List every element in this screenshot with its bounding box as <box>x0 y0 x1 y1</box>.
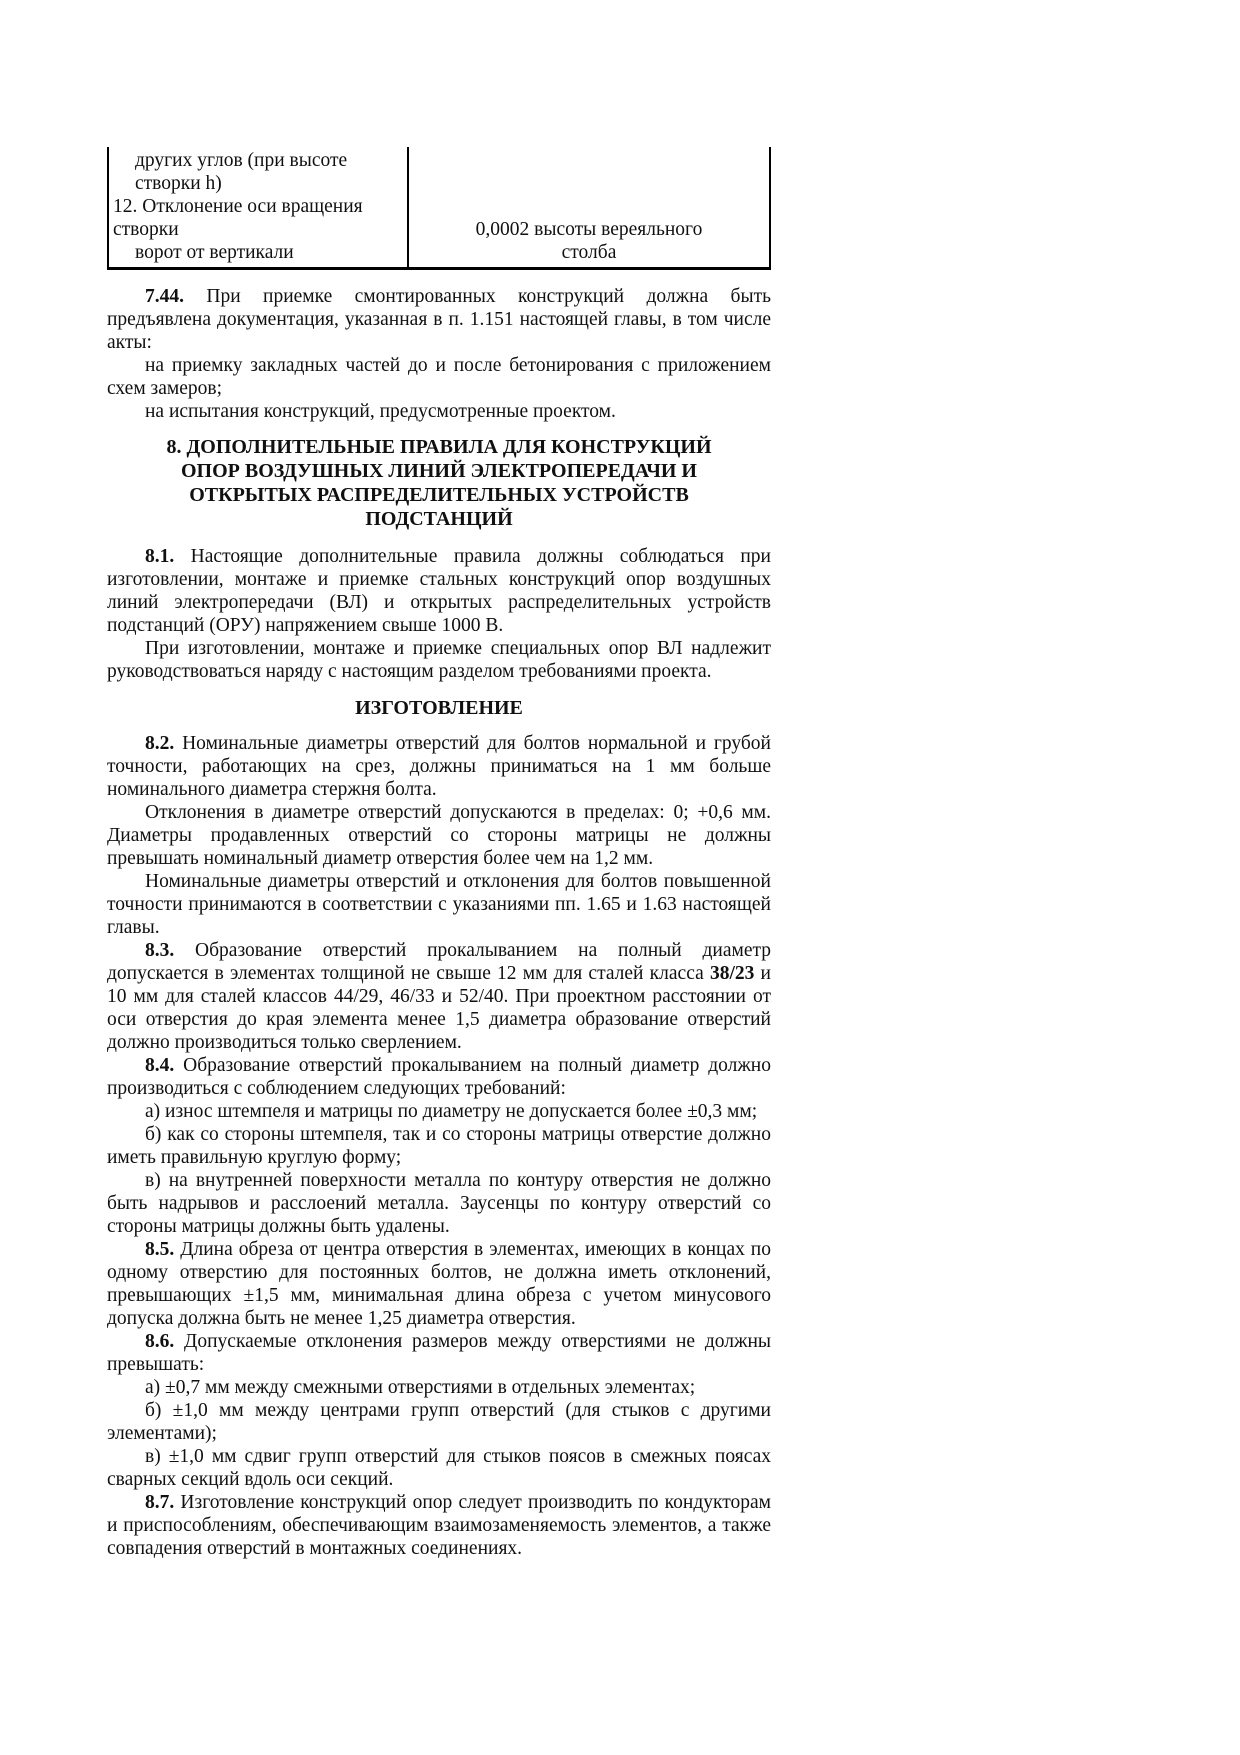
steel-class-bold: 38/23 <box>709 963 755 984</box>
table-cell-text: ворот от вертикали <box>135 242 294 263</box>
clause-text: Образование отверстий прокалыванием на полный диаметр допускается в элементах толщиной не свыше 12 мм для сталей класса <box>107 940 771 984</box>
clause-number: 8.4. <box>145 1055 175 1076</box>
list-item-8-6-a: а) ±0,7 мм между смежными отверстиями в отдельных элементах; <box>145 1377 696 1398</box>
list-item-8-6-c: в) ±1,0 мм сдвиг групп отверстий для стыков поясов в смежных поясах сварных секций вдоль оси секций. <box>107 1446 771 1490</box>
clause-text: Номинальные диаметры отверстий для болтов нормальной и грубой точности, работающих на срез, должны приниматься на 1 мм больше номинального диаметра стержня болта. <box>107 733 771 800</box>
title-line-2: ОПОР ВОЗДУШНЫХ ЛИНИЙ ЭЛЕКТРОПЕРЕДАЧИ И <box>181 460 697 482</box>
title-line-1: 8. ДОПОЛНИТЕЛЬНЫЕ ПРАВИЛА ДЛЯ КОНСТРУКЦИЙ <box>166 436 712 458</box>
clause-text: Образование отверстий прокалыванием на полный диаметр должно производиться с соблюдением следующих требований: <box>107 1055 771 1099</box>
clause-text: и 10 мм для сталей классов 44/29, 46/33 и 52/40. При проектном расстоянии от оси отверстия до края элемента менее 1,5 диаметра образование отверстий должно производиться только сверлением. <box>107 963 771 1053</box>
paragraph-8-3 <box>107 939 771 1054</box>
manufacturing-heading: ИЗГОТОВЛЕНИЕ <box>355 697 523 719</box>
table-cell-text: 0,0002 высоты вереяльного <box>475 219 703 240</box>
clause-text: Длина обреза от центра отверстия в элементах, имеющих в концах по одному отверстию для постоянных болтов, не должна иметь отклонений, превышающих ±1,5 мм, минимальная длина обреза с учетом минусового допуска должна быть не менее 1,25 диаметра отверстия. <box>107 1239 771 1329</box>
title-line-4: ПОДСТАНЦИЙ <box>365 508 513 530</box>
paragraph-8-6 <box>107 1330 771 1376</box>
clause-text: Изготовление конструкций опор следует производить по кондукторам и приспособлениям, обеспечивающим взаимозаменяемость элементов, а также совпадения отверстий в монтажных соединениях. <box>107 1492 771 1559</box>
table-cell-text: столба <box>561 242 617 263</box>
list-item-8-6-b: б) ±1,0 мм между центрами групп отверстий (для стыков с другими элементами); <box>107 1400 771 1444</box>
clause-number: 8.2. <box>145 733 175 754</box>
paragraph-8-7 <box>107 1491 771 1560</box>
clause-text: Настоящие дополнительные правила должны соблюдаться при изготовлении, монтаже и приемке стальных конструкций опор воздушных линий электропередачи (ВЛ) и открытых распределительных устройств подстанций (ОРУ) напряжением свыше 1000 В. <box>107 546 771 636</box>
list-item-8-4-b: б) как со стороны штемпеля, так и со стороны матрицы отверстие должно иметь правильную круглую форму; <box>107 1124 771 1168</box>
clause-number: 7.44. <box>145 286 184 307</box>
section-8-title <box>107 435 771 531</box>
clause-number: 8.6. <box>145 1331 175 1352</box>
clause-text: При приемке смонтированных конструкций должна быть предъявлена документация, указанная в п. 1.151 настоящей главы, в том числе акты: <box>107 286 771 353</box>
list-item-8-4-a: а) износ штемпеля и матрицы по диаметру не допускается более ±0,3 мм; <box>145 1101 758 1122</box>
paragraph-8-5 <box>107 1238 771 1330</box>
clause-text: Допускаемые отклонения размеров между отверстиями не должны превышать: <box>107 1331 771 1375</box>
table-cell-text: других углов (при высоте створки h) <box>135 150 348 194</box>
paragraph-8-1b: При изготовлении, монтаже и приемке специальных опор ВЛ надлежит руководствоваться наряду с настоящим разделом требованиями проекта. <box>107 638 771 682</box>
clause-number: 8.7. <box>145 1492 175 1513</box>
act-item-2: на испытания конструкций, предусмотренные проектом. <box>145 401 616 422</box>
paragraph-8-2 <box>107 732 771 801</box>
table-right-cell <box>409 147 769 267</box>
paragraph-7-44 <box>107 285 771 354</box>
paragraph-8-2c: Номинальные диаметры отверстий и отклонения для болтов повышенной точности принимаются в соответствии с указаниями пп. 1.65 и 1.63 настоящей главы. <box>107 871 771 938</box>
list-item-8-4-c: в) на внутренней поверхности металла по контуру отверстия не должно быть надрывов и расслоений металла. Заусенцы по контуру отверстий со стороны матрицы должны быть удалены. <box>107 1170 771 1237</box>
table-left-cell <box>109 147 409 267</box>
text-column <box>107 147 771 1560</box>
table-cell-text: 12. Отклонение оси вращения створки <box>113 196 363 240</box>
clause-number: 8.3. <box>145 940 175 961</box>
paragraph-8-2b: Отклонения в диаметре отверстий допускаются в пределах: 0; +0,6 мм. Диаметры продавленных отверстий со стороны матрицы не должны превышать номинальный диаметр отверстия более чем на 1,2 мм. <box>107 802 771 869</box>
paragraph-8-4 <box>107 1054 771 1100</box>
act-item-1: на приемку закладных частей до и после бетонирования с приложением схем замеров; <box>107 355 771 399</box>
paragraph-8-1 <box>107 545 771 637</box>
tolerance-table <box>107 147 771 270</box>
clause-number: 8.5. <box>145 1239 175 1260</box>
title-line-3: ОТКРЫТЫХ РАСПРЕДЕЛИТЕЛЬНЫХ УСТРОЙСТВ <box>189 484 689 506</box>
clause-number: 8.1. <box>145 546 175 567</box>
